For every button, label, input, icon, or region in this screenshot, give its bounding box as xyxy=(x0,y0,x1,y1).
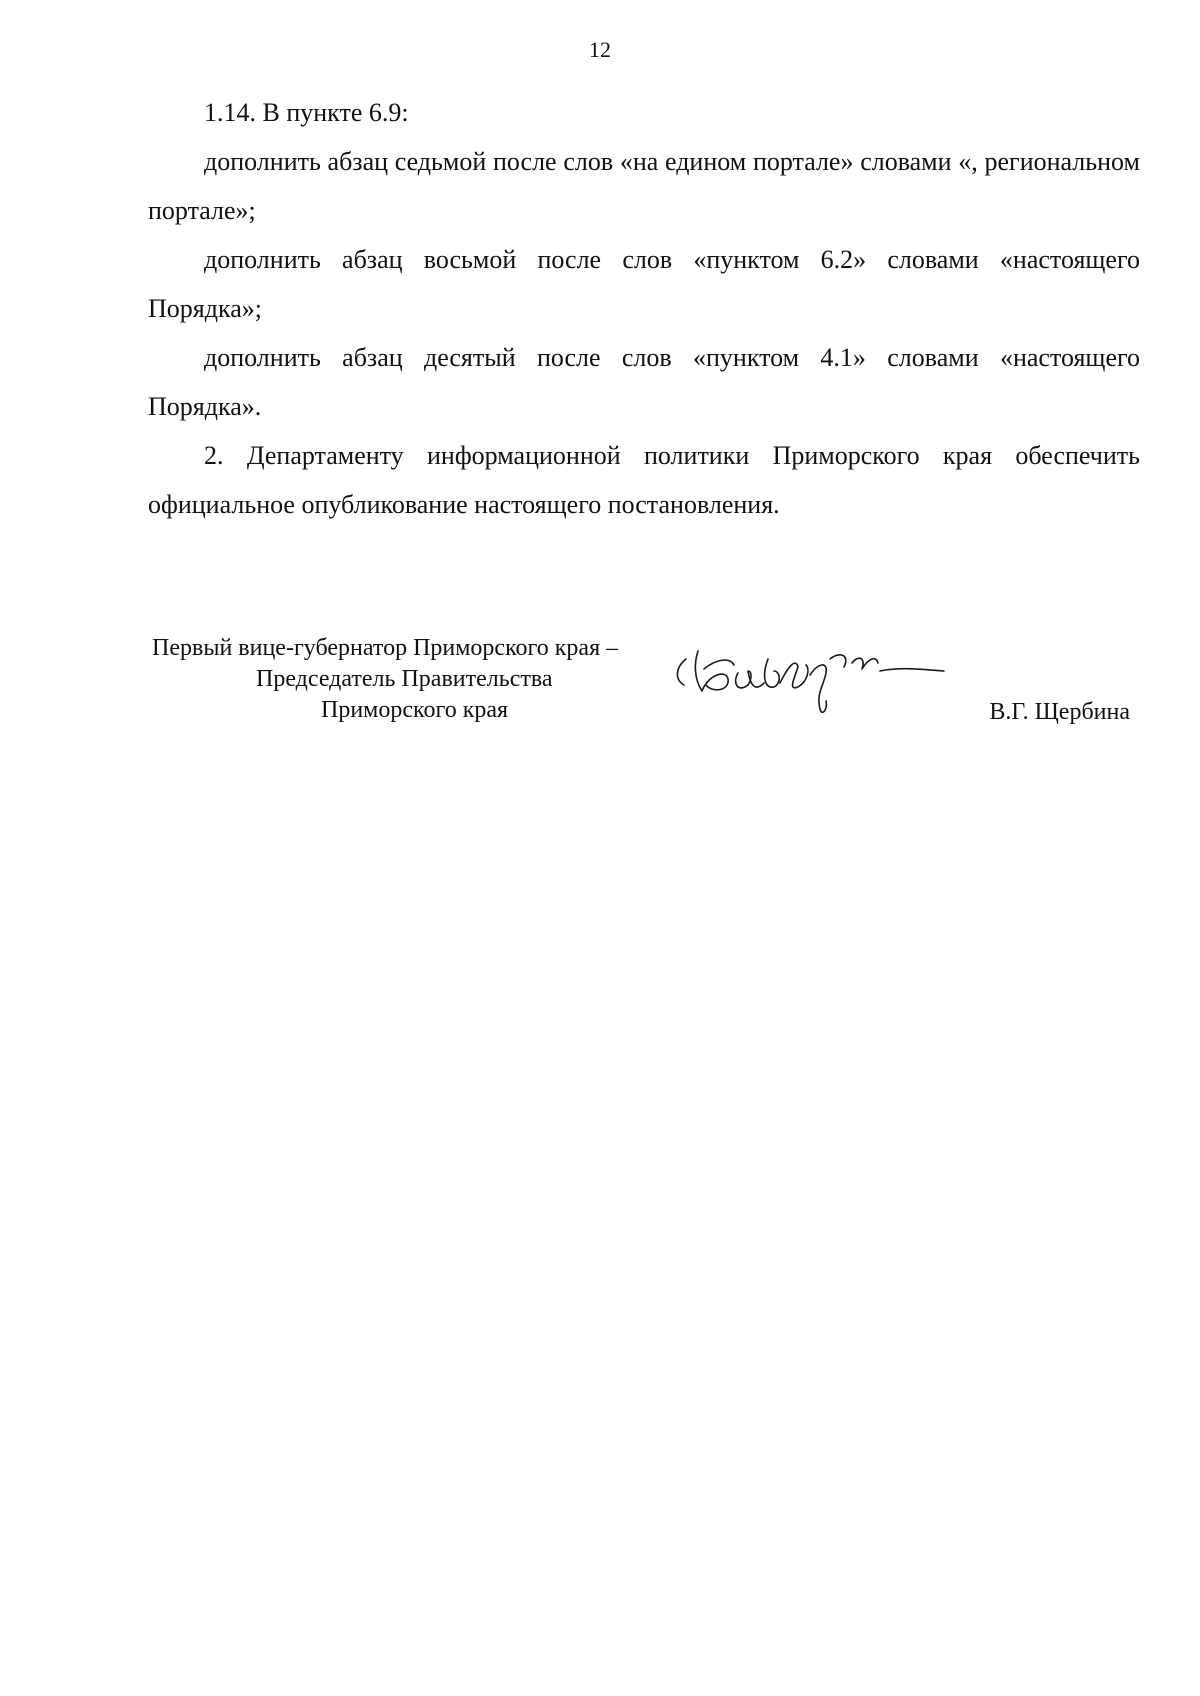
page-number: 12 xyxy=(589,37,611,62)
paragraph-amendment-10: дополнить абзац десятый после слов «пунктом 4.1» словами «настоящего Порядка». xyxy=(148,343,1140,421)
signatory-title-line-2: Председатель Правительства xyxy=(256,666,553,692)
document-body xyxy=(148,88,1140,529)
handwritten-signature-icon xyxy=(668,639,948,729)
signatory-name: В.Г. Щербина xyxy=(989,699,1130,725)
signatory-title-line-3: Приморского края xyxy=(321,697,509,723)
paragraph-item-heading: 1.14. В пункте 6.9: xyxy=(204,98,409,127)
paragraph-publication-order: 2. Департаменту информационной политики Приморского края обеспечить официальное опубликование настоящего постановления. xyxy=(148,441,1140,519)
paragraph-amendment-7: дополнить абзац седьмой после слов «на едином портале» словами «, региональном портале»; xyxy=(148,147,1140,225)
paragraph-amendment-8: дополнить абзац восьмой после слов «пунктом 6.2» словами «настоящего Порядка»; xyxy=(148,245,1140,323)
signatory-title-line-1: Первый вице-губернатор Приморского края – xyxy=(152,635,619,661)
signature-block xyxy=(148,633,1140,743)
